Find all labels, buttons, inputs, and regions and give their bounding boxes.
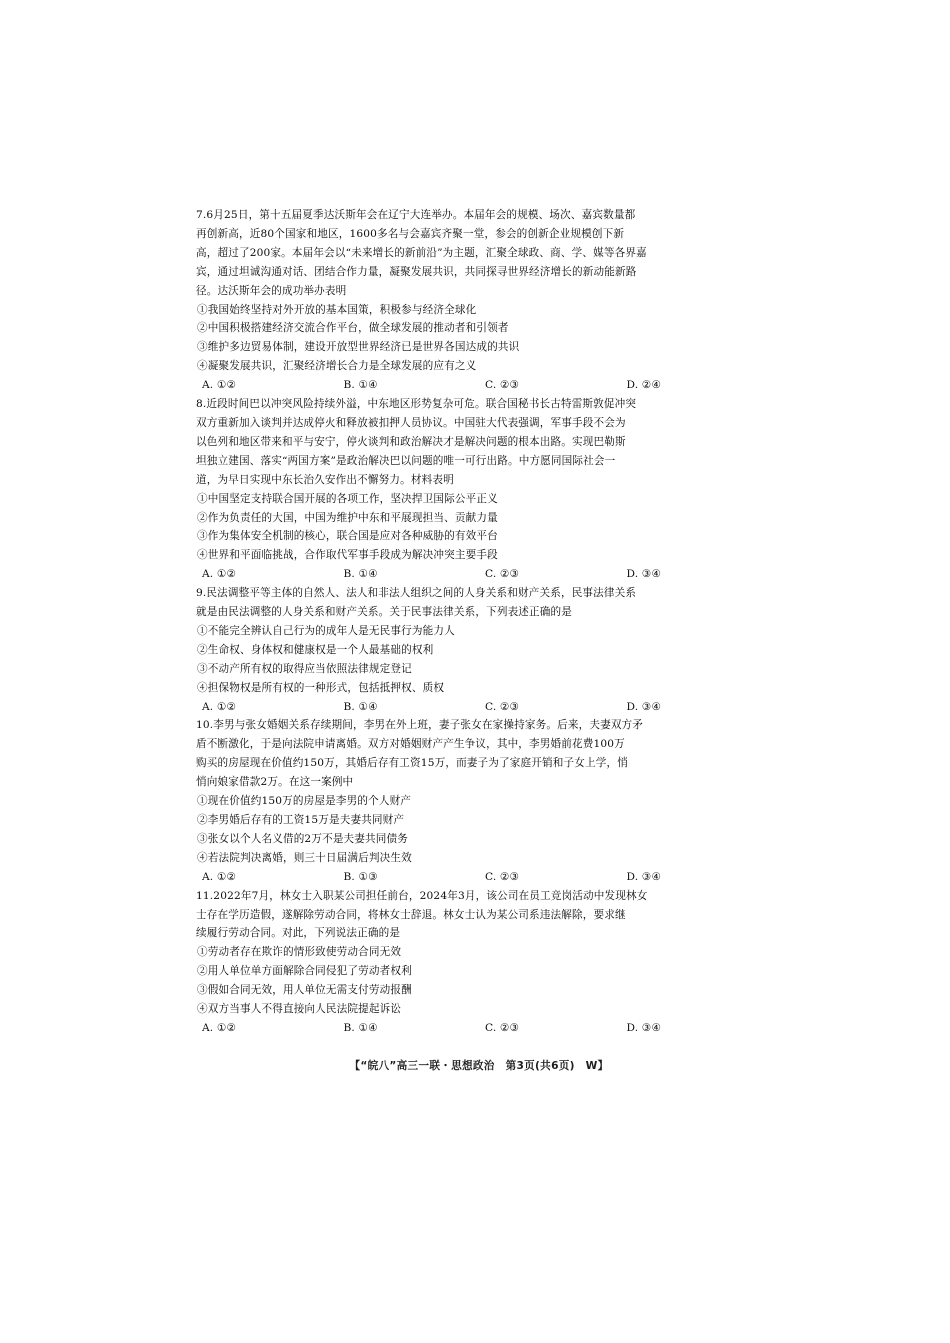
question-stem-line: 宾，通过坦诚沟通对话、团结合作力量，凝聚发展共识，共同探寻世界经济增长的新动能新路 <box>196 265 637 278</box>
question-block <box>196 716 762 886</box>
statement-item: ③作为集体安全机制的核心，联合国是应对各种威胁的有效平台 <box>197 530 498 543</box>
question-stem-line: 续履行劳动合同。对此，下列说法正确的是 <box>196 927 401 940</box>
answer-option: C. ②③ <box>485 870 520 883</box>
question-stem-line: 径。达沃斯年会的成功举办表明 <box>196 284 347 297</box>
statement-item: ②作为负责任的大国，中国为维护中东和平展现担当、贡献力量 <box>197 511 498 524</box>
answer-option: C. ②③ <box>485 700 520 713</box>
answer-option: B. ①④ <box>343 379 378 392</box>
statement-item: ③假如合同无效，用人单位无需支付劳动报酬 <box>197 984 412 997</box>
question-stem-line: 士存在学历造假，遂解除劳动合同，将林女士辞退。林女士认为某公司系违法解除，要求继 <box>196 908 626 921</box>
question-sheet <box>196 206 762 1038</box>
answer-option: D. ②④ <box>626 379 662 392</box>
statement-item: ①我国始终坚持对外开放的基本国策，积极参与经济全球化 <box>197 303 477 316</box>
question-block <box>196 206 762 395</box>
question-stem-line: 盾不断激化，于是向法院申请离婚。双方对婚姻财产产生争议，其中，李男婚前花费100万 <box>196 738 625 751</box>
answer-options <box>196 698 762 717</box>
page-footer: 【“皖八”高三一联・思想政治 第3页(共6页) W】 <box>349 1060 609 1072</box>
answer-option: A. ①② <box>202 1021 237 1034</box>
answer-option: D. ③④ <box>626 568 662 581</box>
question-stem-line: 双方重新加入谈判并达成停火和释放被扣押人员协议。中国驻大代表强调，军事手段不会为 <box>196 416 626 429</box>
answer-options <box>196 376 762 395</box>
statement-item: ③张女以个人名义借的2万不是夫妻共同债务 <box>197 832 409 845</box>
statement-item: ①现在价值约150万的房屋是李男的个人财产 <box>197 795 412 808</box>
statement-item: ④若法院判决离婚，则三十日届满后判决生效 <box>197 851 412 864</box>
answer-option: A. ①② <box>202 379 237 392</box>
answer-option: D. ③④ <box>626 700 662 713</box>
question-stem-line: 10.李男与张女婚姻关系存续期间，李男在外上班，妻子张女在家操持家务。后来，夫妻双方矛 <box>196 719 644 732</box>
question-stem-line: 道，为早日实现中东长治久安作出不懈努力。材料表明 <box>196 473 454 486</box>
answer-option: B. ①④ <box>343 568 378 581</box>
question-block <box>196 395 762 584</box>
question-stem-line: 就是由民法调整的人身关系和财产关系。关于民事法律关系，下列表述正确的是 <box>196 606 573 619</box>
statement-item: ①中国坚定支持联合国开展的各项工作，坚决捍卫国际公平正义 <box>197 492 498 505</box>
statement-item: ④担保物权是所有权的一种形式，包括抵押权、质权 <box>197 681 445 694</box>
answer-option: C. ②③ <box>485 1021 520 1034</box>
answer-options <box>196 1019 762 1038</box>
question-stem-line: 购买的房屋现在价值约150万，其婚后存有工资15万，而妻子为了家庭开销和子女上学，悄 <box>196 757 628 770</box>
statement-item: ②用人单位单方面解除合同侵犯了劳动者权利 <box>197 965 412 978</box>
statement-item: ③维护多边贸易体制，建设开放型世界经济已是世界各国达成的共识 <box>197 341 520 354</box>
answer-option: B. ①④ <box>343 700 378 713</box>
statement-item: ①劳动者存在欺诈的情形致使劳动合同无效 <box>197 946 402 959</box>
statement-item: ②中国积极搭建经济交流合作平台，做全球发展的推动者和引领者 <box>197 322 509 335</box>
answer-options <box>196 868 762 887</box>
answer-option: A. ①② <box>202 700 237 713</box>
question-stem-line: 以色列和地区带来和平与安宁，停火谈判和政治解决才是解决问题的根本出路。实现巴勒斯 <box>196 435 626 448</box>
statement-item: ③不动产所有权的取得应当依照法律规定登记 <box>197 662 412 675</box>
answer-option: C. ②③ <box>485 379 520 392</box>
answer-option: A. ①② <box>202 870 237 883</box>
statement-item: ④世界和平面临挑战，合作取代军事手段成为解决冲突主要手段 <box>197 549 498 562</box>
question-stem-line: 9.民法调整平等主体的自然人、法人和非法人组织之间的人身关系和财产关系，民事法律关系 <box>196 587 637 600</box>
question-stem-line: 悄向娘家借款2万。在这一案例中 <box>196 776 354 789</box>
statement-item: ②李男婚后存有的工资15万是夫妻共同财产 <box>197 814 405 826</box>
answer-option: D. ③④ <box>626 1021 662 1034</box>
question-block <box>196 584 762 716</box>
question-stem-line: 11.2022年7月，林女士入职某公司担任前台，2024年3月，该公司在员工竞岗活动中发现林女 <box>196 889 648 902</box>
answer-option: D. ③④ <box>626 870 662 883</box>
answer-option: B. ①④ <box>343 1021 378 1034</box>
answer-option: C. ②③ <box>485 568 520 581</box>
statement-item: ①不能完全辨认自己行为的成年人是无民事行为能力人 <box>197 624 455 637</box>
question-stem-line: 坦独立建国、落实“两国方案”是政治解决巴以问题的唯一可行出路。中方愿同国际社会一 <box>196 454 616 467</box>
statement-item: ④双方当事人不得直接向人民法院提起诉讼 <box>197 1003 402 1016</box>
statement-item: ②生命权、身体权和健康权是一个人最基础的权利 <box>197 643 434 656</box>
question-block <box>196 887 762 1038</box>
answer-option: B. ①③ <box>343 870 378 883</box>
answer-option: A. ①② <box>202 568 237 581</box>
question-stem-line: 高，超过了200家。本届年会以“未来增长的新前沿”为主题，汇聚全球政、商、学、媒等各界嘉 <box>196 246 647 259</box>
question-stem-line: 再创新高，近80个国家和地区，1600多名与会嘉宾齐聚一堂，参会的创新企业规模创下新 <box>196 227 625 240</box>
answer-options <box>196 565 762 584</box>
statement-item: ④凝聚发展共识，汇聚经济增长合力是全球发展的应有之义 <box>197 360 477 373</box>
question-stem-line: 7.6月25日，第十五届夏季达沃斯年会在辽宁大连举办。本届年会的规模、场次、嘉宾数量都 <box>196 209 636 221</box>
question-stem-line: 8.近段时间巴以冲突风险持续外溢，中东地区形势复杂可危。联合国秘书长古特雷斯敦促冲突 <box>196 398 637 411</box>
